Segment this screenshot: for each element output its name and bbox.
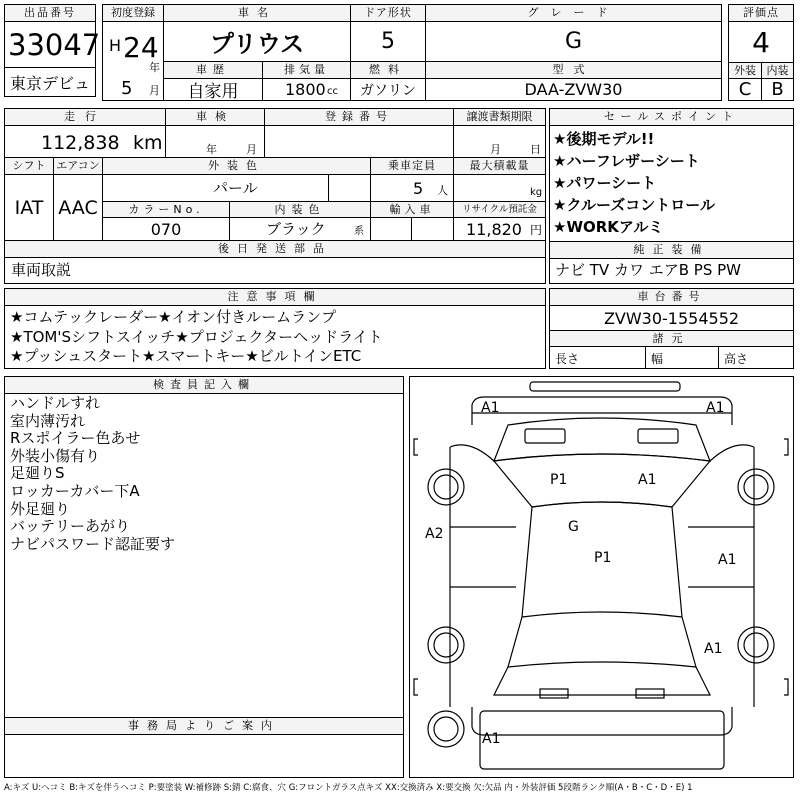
reg-year: 24 [123, 31, 159, 64]
intcolor-cell [229, 217, 371, 241]
model-label: 型式 [425, 61, 722, 79]
intcolor: ブラック [266, 220, 326, 238]
sales-points [549, 125, 794, 242]
doors-label: ドア形状 [350, 4, 426, 22]
color-divider [328, 175, 329, 201]
sales-point: ★パワーシート [553, 174, 657, 192]
grade: G [425, 21, 722, 62]
damage-right-side: A1 [718, 552, 737, 568]
office-cell [4, 734, 404, 778]
note-line: ★TOM'Sシフトスイッチ★プロジェクターヘッドライト [10, 327, 383, 346]
inspector-line: 足廻りS [10, 464, 65, 483]
capacity: 5 [413, 179, 424, 198]
transfer-day-unit: 日 [530, 143, 541, 156]
later-parts-label: 後日発送部品 [4, 240, 546, 258]
era: H [109, 36, 122, 55]
tail-light [540, 689, 568, 698]
car-diagram-drawing [410, 377, 793, 777]
ext-label: 外装 [728, 62, 762, 79]
chassis-label: 車台番号 [549, 288, 794, 306]
reg-label: 初度登録 [102, 4, 164, 22]
later-parts-cell [4, 257, 546, 284]
front-bumper [472, 397, 732, 425]
inspector-line: 室内薄汚れ [10, 411, 86, 430]
front-fenders [450, 445, 754, 461]
damage-hood-p1: P1 [550, 472, 568, 488]
disp-unit: cc [327, 86, 338, 97]
shift-label: シフト [4, 157, 54, 175]
notes-label: 注意事項欄 [4, 288, 546, 306]
bracket [414, 679, 418, 695]
load-cell [453, 174, 546, 202]
height-label: 高さ [724, 352, 749, 366]
inspection-label: 車検 [165, 108, 265, 126]
damage-windshield: G [568, 519, 579, 535]
lot-label: 出品番号 [4, 4, 96, 22]
dims-label: 諸元 [549, 330, 794, 347]
sales-point: ★ハーフレザーシート [553, 152, 700, 170]
lot-cell [4, 21, 101, 68]
inspector-line: 外足廻り [10, 499, 71, 518]
inspector-line: バッテリーあがり [10, 517, 131, 536]
doors: 5 [350, 21, 426, 62]
int-grade: B [761, 78, 794, 101]
sales-point: ★WORKアルミ [553, 218, 664, 236]
spare-wheel-inner [434, 717, 458, 741]
insp-year-unit: 年 [206, 143, 217, 156]
car-diagram [409, 376, 794, 778]
intcolor-label: 内装色 [229, 201, 371, 218]
width-cell [645, 346, 719, 369]
later-parts: 車両取説 [11, 261, 72, 279]
import-cell [370, 217, 454, 241]
month-unit: 月 [149, 84, 160, 97]
regno-cell [264, 125, 454, 158]
mileage-cell [4, 125, 166, 158]
color: パール [213, 179, 258, 197]
score: 4 [728, 21, 794, 63]
colorno: 070 [102, 217, 230, 241]
sales-point: ★後期モデル!! [553, 130, 655, 148]
windshield [494, 454, 710, 507]
notes [4, 305, 546, 369]
inspector-label: 検査員記入欄 [4, 376, 404, 394]
inspector-notes [4, 393, 404, 718]
load-unit: kg [530, 187, 543, 198]
headlight-right [638, 429, 678, 443]
color-cell [102, 174, 371, 202]
regno-label: 登録番号 [264, 108, 454, 126]
damage-left-side: A2 [425, 526, 444, 542]
tail-light [636, 689, 664, 698]
headlight-left [525, 429, 565, 443]
recycle-unit: 円 [530, 223, 543, 237]
int-label: 内装 [761, 62, 794, 79]
bracket [414, 439, 418, 455]
displacement: 1800 [285, 80, 326, 99]
transfer-month-unit: 月 [490, 143, 501, 156]
office-label: 事務局よりご案内 [4, 717, 404, 735]
score-label: 評価点 [728, 4, 794, 22]
inspector-line: Rスポイラー色あせ [10, 429, 141, 448]
legend: A:キズ U:ヘコミ B:キズを伴うヘコミ P:要塗装 W:補修跡 S:錆 C:腐食、穴 G:フロントガラス点キズ XX:交換済み X:要交換 欠:欠品 内・外装評価 5段階ランク順(A・B・C・D・E) 1 [4, 783, 693, 793]
damage-rear-left: A1 [482, 731, 501, 747]
ext-grade: C [728, 78, 762, 101]
ac: AAC [53, 174, 103, 241]
grade-label: グレード [425, 4, 722, 22]
disp-label: 排気量 [262, 61, 351, 79]
recycle-label: リサイクル預託金 [453, 201, 546, 218]
shift: IAT [4, 174, 54, 241]
equip-cell [549, 258, 794, 284]
sales-point: ★クルーズコントロール [553, 196, 715, 214]
fuel-label: 燃料 [350, 61, 426, 79]
transfer-cell [453, 125, 546, 158]
damage-front-left: A1 [481, 400, 500, 416]
wheel-inner [434, 633, 458, 657]
lot-number: 33047 [8, 28, 101, 62]
height-cell [718, 346, 794, 369]
debut-cell: 東京デビュ [4, 67, 96, 97]
wheel-inner [434, 475, 458, 499]
width-label: 幅 [651, 352, 664, 366]
import-label: 輸入車 [370, 201, 454, 218]
wheel-inner [744, 633, 768, 657]
reg-month: 5 [121, 78, 133, 99]
capacity-label: 乗車定員 [370, 157, 454, 175]
damage-front-right: A1 [706, 400, 725, 416]
mileage-unit: km [133, 132, 163, 154]
car-name: プリウス [163, 21, 351, 62]
fuel: ガソリン [350, 78, 426, 101]
trunk [494, 667, 710, 695]
import-divider [411, 218, 412, 240]
recycle: 11,820 [466, 220, 522, 239]
inspector-line: ロッカーカバー下A [10, 481, 140, 500]
year-unit: 年 [149, 61, 160, 74]
history: 自家用 [163, 78, 263, 101]
ac-label: エアコン [53, 157, 103, 175]
color-label: 外装色 [102, 157, 371, 175]
damage-roof-p1: P1 [594, 550, 612, 566]
inspection-cell [165, 125, 265, 158]
mileage: 112,838 [41, 132, 120, 154]
equip-label: 純正装備 [549, 241, 794, 259]
length-label: 長さ [555, 352, 580, 366]
model: DAA-ZVW30 [425, 78, 722, 101]
rear-window [508, 612, 696, 667]
note-line: ★コムテックレーダー★イオン付きルームランプ [10, 308, 337, 326]
insp-month-unit: 月 [246, 143, 257, 156]
intcolor-suffix: 系 [354, 226, 364, 237]
wheel-inner [744, 475, 768, 499]
body-sides [450, 447, 754, 707]
equipment: ナビ TV カワ エアB PS PW [555, 261, 741, 279]
chassis-number: ZVW30-1554552 [549, 305, 794, 331]
recycle-cell [453, 217, 546, 241]
name-label: 車名 [163, 4, 351, 22]
disp-cell [262, 78, 351, 101]
mileage-label: 走行 [4, 108, 166, 126]
damage-rear-right: A1 [704, 641, 723, 657]
load-label: 最大積載量 [453, 157, 546, 175]
sales-label: セールスポイント [549, 108, 794, 126]
bracket [784, 439, 788, 455]
floor [480, 711, 724, 769]
history-label: 車歴 [163, 61, 263, 79]
note-line: ★プッシュスタート★スマートキー★ビルトインETC [10, 347, 362, 365]
roof-top-strip [530, 382, 680, 391]
cowl [532, 502, 672, 507]
wheel [428, 469, 464, 505]
inspector-line: 外装小傷有り [10, 446, 101, 465]
length-cell [549, 346, 646, 369]
capacity-unit: 人 [437, 184, 448, 197]
capacity-cell [370, 174, 454, 202]
damage-hood-a1: A1 [638, 472, 657, 488]
colorno-label: カラーNo. [102, 201, 230, 218]
transfer-label: 譲渡書類期限 [453, 108, 546, 126]
bracket [784, 679, 788, 695]
inspector-line: ナビパスワード認証要す [10, 534, 176, 553]
inspector-line: ハンドルすれ [10, 394, 101, 412]
reg-cell [102, 21, 164, 101]
